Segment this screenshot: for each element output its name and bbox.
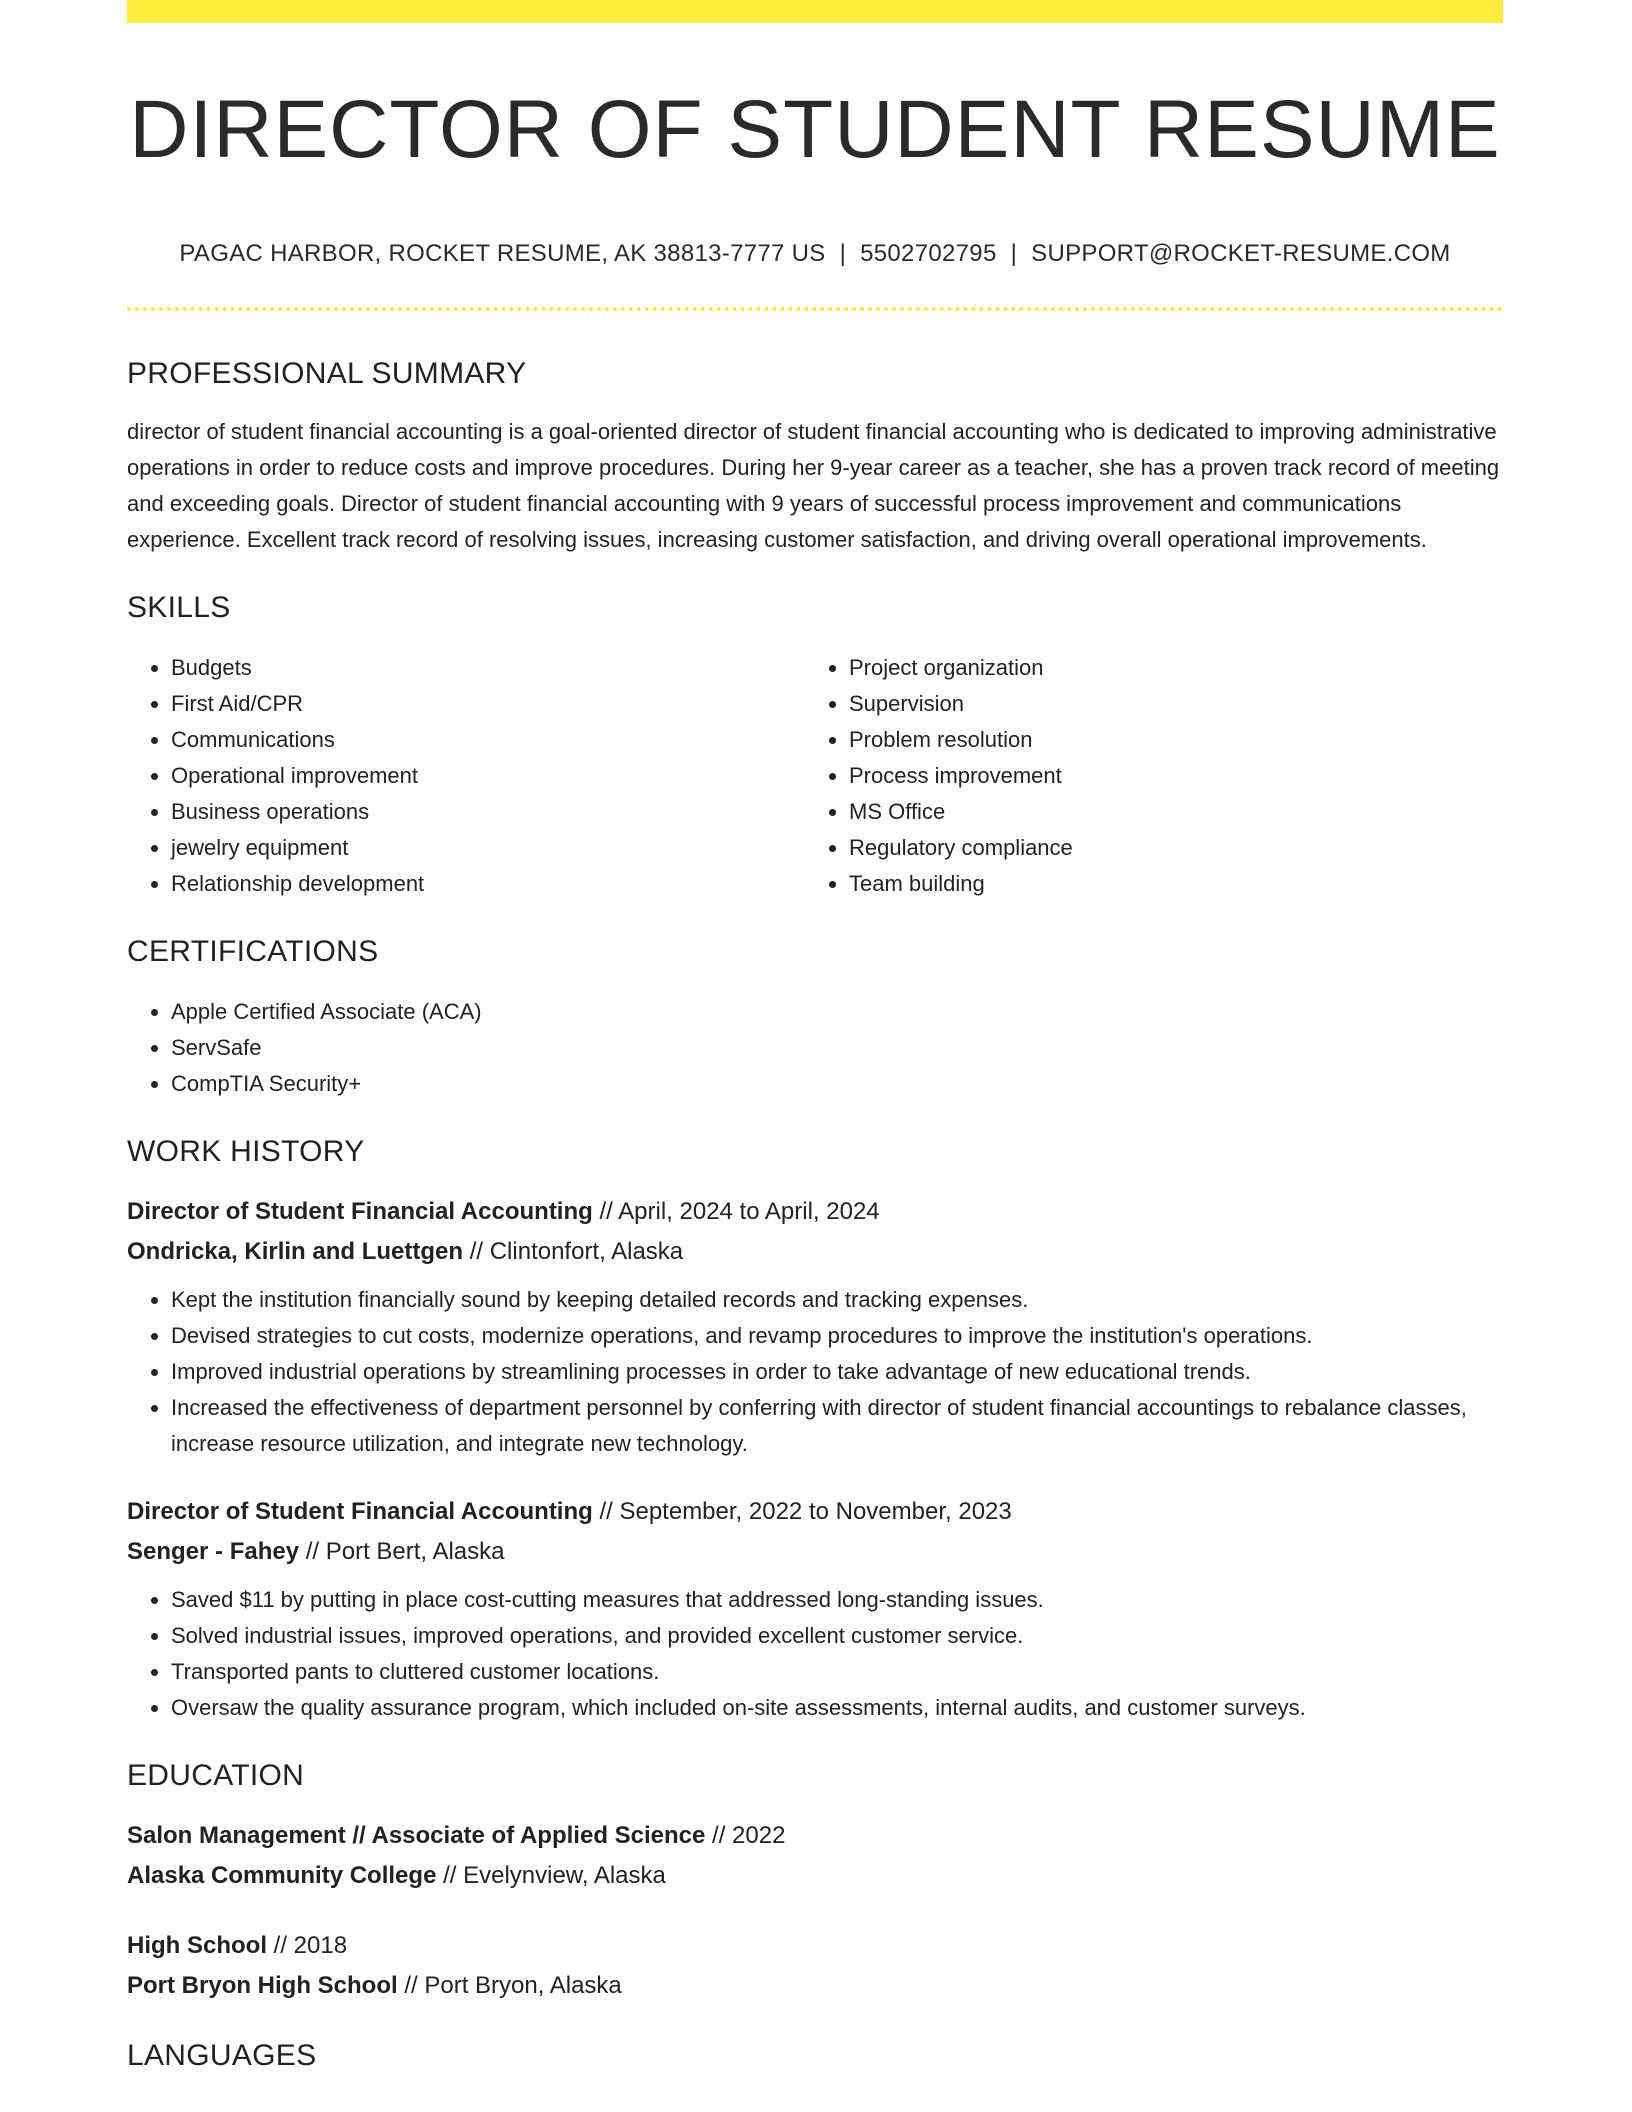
education-section (127, 1756, 1503, 2006)
job-bullets (127, 1282, 1503, 1462)
section-heading: WORK HISTORY (127, 1135, 365, 1168)
company-name: Senger - Fahey (127, 1538, 300, 1565)
job-bullets (127, 1582, 1503, 1726)
skills-list-left (127, 650, 805, 902)
section-heading: CERTIFICATIONS (127, 935, 379, 968)
job-location: // Clintonfort, Alaska (463, 1238, 684, 1265)
email-text: SUPPORT@ROCKET-RESUME.COM (1031, 240, 1451, 267)
languages-section (127, 2036, 1503, 2076)
certifications-list (127, 994, 1503, 1102)
job-title: Director of Student Financial Accounting (127, 1498, 593, 1525)
skill-item: • Budgets (171, 650, 805, 686)
contact-line (127, 236, 1503, 272)
skill-item: • MS Office (849, 794, 1483, 830)
skill-item: • Team building (849, 866, 1483, 902)
job-location: // Port Bert, Alaska (299, 1538, 505, 1565)
skill-item: • Regulatory compliance (849, 830, 1483, 866)
skill-item: • Process improvement (849, 758, 1483, 794)
section-heading: PROFESSIONAL SUMMARY (127, 357, 527, 390)
education-entry (127, 1926, 1503, 2006)
job-bullet: • Solved industrial issues, improved operations, and provided excellent customer service. (171, 1618, 1503, 1654)
work-history-section (127, 1132, 1503, 1726)
certification-item: • CompTIA Security+ (171, 1066, 1503, 1102)
address-text: PAGAC HARBOR, ROCKET RESUME, AK 38813-7777 US (179, 240, 826, 267)
job-title-line (127, 1192, 1503, 1232)
education-entry (127, 1816, 1503, 1896)
skill-item: • Project organization (849, 650, 1483, 686)
job-bullet: • Kept the institution financially sound by keeping detailed records and tracking expenses. (171, 1282, 1503, 1318)
degree-line (127, 1816, 1503, 1856)
skill-item: • First Aid/CPR (171, 686, 805, 722)
job-bullet: • Improved industrial operations by streamlining processes in order to take advantage of new educational trends. (171, 1354, 1503, 1390)
degree-name: Salon Management // Associate of Applied Science (127, 1822, 706, 1849)
degree-name: High School (127, 1932, 267, 1959)
skills-list-right (805, 650, 1483, 902)
job-bullet: • Devised strategies to cut costs, modernize operations, and revamp procedures to improve the institution's operations. (171, 1318, 1503, 1354)
skill-item: • Problem resolution (849, 722, 1483, 758)
job-bullet: • Oversaw the quality assurance program, which included on-site assessments, internal audits, and customer surveys. (171, 1690, 1503, 1726)
job-title-line (127, 1492, 1503, 1532)
job-title: Director of Student Financial Accounting (127, 1198, 593, 1225)
resume-title: DIRECTOR OF STUDENT RESUME (129, 84, 1501, 175)
school-name: Alaska Community College (127, 1862, 437, 1889)
graduation-year: // 2018 (267, 1932, 348, 1959)
company-name: Ondricka, Kirlin and Luettgen (127, 1238, 464, 1265)
skills-columns (127, 650, 1503, 902)
skill-item: • Business operations (171, 794, 805, 830)
school-location: // Evelynview, Alaska (436, 1862, 666, 1889)
contact-separator: | (1010, 240, 1018, 267)
job-bullet: • Saved $11 by putting in place cost-cutting measures that addressed long-standing issues. (171, 1582, 1503, 1618)
certifications-section (127, 932, 1503, 1102)
skill-item: • Relationship development (171, 866, 805, 902)
school-name: Port Bryon High School (127, 1972, 398, 1999)
header-divider (127, 307, 1503, 311)
job-entry (127, 1192, 1503, 1462)
skills-section (127, 588, 1503, 902)
resume-body (127, 354, 1503, 2076)
section-heading: LANGUAGES (127, 2039, 317, 2072)
contact-separator: | (839, 240, 847, 267)
school-line (127, 1856, 1503, 1896)
summary-section (127, 354, 1503, 558)
job-dates: // September, 2022 to November, 2023 (592, 1498, 1012, 1525)
school-line (127, 1966, 1503, 2006)
degree-line (127, 1926, 1503, 1966)
job-company-line (127, 1232, 1503, 1272)
graduation-year: // 2022 (705, 1822, 786, 1849)
summary-text: director of student financial accounting is a goal-oriented director of student financial accounting who is dedicated to improving administrative operations in order to reduce costs and improve procedures. During her 9-year career as a teacher, she has a proven track record of meeting and exceeding goals. Director of student financial accounting with 9 years of successful process improvement and communications experience. Excellent track record of resolving issues, increasing customer satisfaction, and driving overall operational improvements. (127, 419, 1500, 552)
job-bullet: • Transported pants to cluttered customer locations. (171, 1654, 1503, 1690)
school-location: // Port Bryon, Alaska (397, 1972, 622, 1999)
skill-item: • Communications (171, 722, 805, 758)
certification-item: • Apple Certified Associate (ACA) (171, 994, 1503, 1030)
job-entry (127, 1492, 1503, 1726)
certification-item: • ServSafe (171, 1030, 1503, 1066)
section-heading: SKILLS (127, 591, 231, 624)
skill-item: • jewelry equipment (171, 830, 805, 866)
job-bullet: • Increased the effectiveness of department personnel by conferring with director of student financial accountings to rebalance classes, increase resource utilization, and integrate new technology. (171, 1390, 1503, 1462)
skill-item: • Supervision (849, 686, 1483, 722)
phone-text: 5502702795 (860, 240, 997, 267)
accent-bar (127, 0, 1503, 23)
job-dates: // April, 2024 to April, 2024 (592, 1198, 880, 1225)
skill-item: • Operational improvement (171, 758, 805, 794)
section-heading: EDUCATION (127, 1759, 305, 1792)
job-company-line (127, 1532, 1503, 1572)
